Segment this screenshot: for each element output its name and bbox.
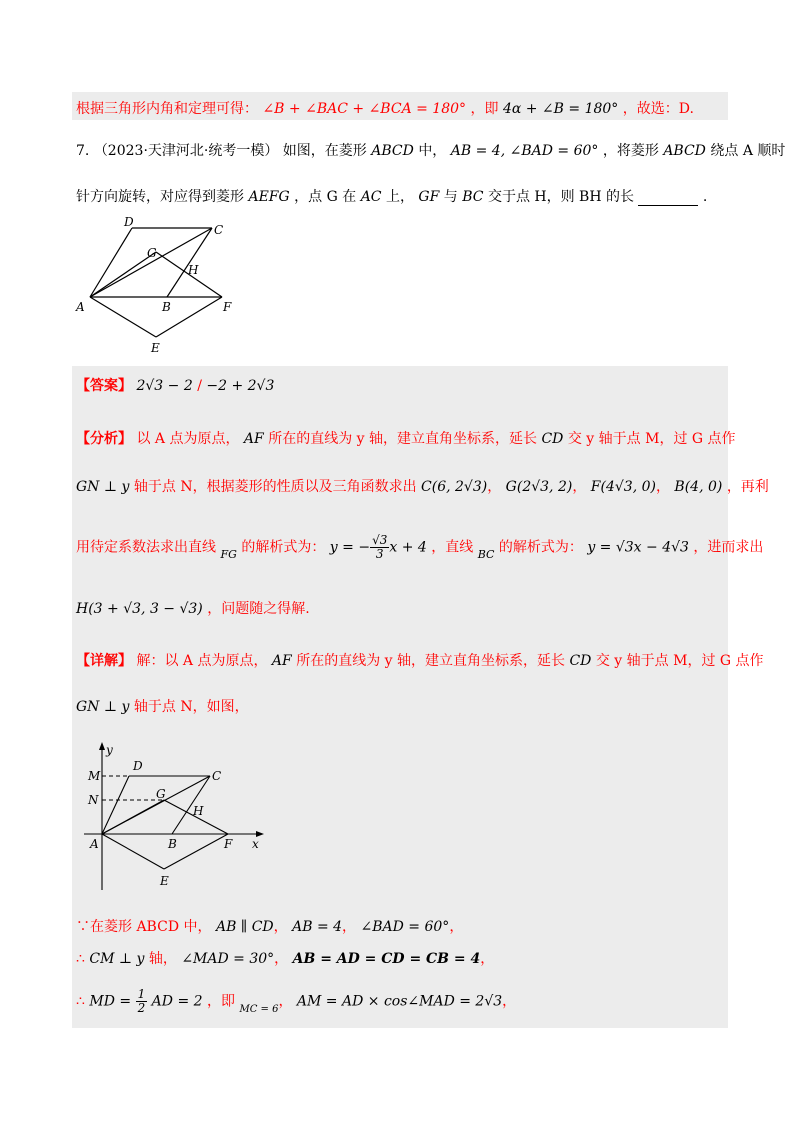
analysis-l2-gn: GN ⊥ y [76,479,130,495]
detail-line-2 [76,696,249,716]
fig2-label-g: G [156,787,166,801]
question-line2-a: 针方向旋转，对应得到菱形 [76,189,244,205]
step3-am: AM = AD × cos∠MAD = 2√3 [296,993,503,1010]
detail-l1-cd: CD [569,653,592,669]
fig2-label-b: B [168,837,177,851]
fig1-label-a: A [76,300,85,314]
detail-line-1 [76,650,764,670]
question-line-2 [76,186,707,206]
step1-a: ∵在菱形 ABCD 中， [76,919,212,935]
fig2-label-m: M [88,769,101,783]
analysis-l2-a: 轴于点 N，根据菱形的性质以及三角函数求出 [133,479,417,495]
step2-equal-sides: AB = AD = CD = CB = 4 [292,951,481,967]
step2-c: 轴， [148,951,177,967]
step-line-2: ∴ CM ⊥ y 轴， ∠MAD = 30°， AB = AD = CD = CB = 4， [76,951,495,967]
question-source: （2023·天津河北·统考一模） [93,143,279,159]
fig2-label-e: E [160,874,169,888]
fig2-label-x: x [252,837,259,851]
analysis-eq1-num: √3 [372,533,388,547]
analysis-l1-c: 交 y 轴于点 M，过 G 点作 [567,431,736,447]
fig2-label-y: y [106,743,113,757]
question-ac: AC [360,189,382,205]
analysis-eq1-post: x + 4 [389,539,427,556]
answer-value-a: 2√3 − 2 [136,378,193,394]
rhombus-figure-1 [70,212,240,357]
step1-angle: ∠BAD = 60° [360,919,450,935]
question-line2-c: 上， [385,189,414,205]
top-text-b: ，即 [470,101,499,117]
analysis-point-f: F(4√3, 0) [590,479,656,495]
step1-parallel: AB ∥ CD [215,919,274,935]
step2-perp: CM ⊥ y [89,951,145,967]
step-line-1: ∵在菱形 ABCD 中， AB ∥ CD， AB = 4， ∠BAD = 60°， [76,919,464,935]
y-axis-arrow-icon [99,742,105,750]
fig1-label-e: E [151,341,160,355]
analysis-l3-fg: FG [220,547,237,561]
fig1-label-b: B [162,300,171,314]
question-condition: AB = 4, ∠BAD = 60° [450,143,599,159]
analysis-l3-c: ，直线 [431,539,474,556]
question-line2-f: . [702,189,708,205]
analysis-line-3 [76,534,763,561]
step-line-3: ∴ MD = $\frac{1}{2}$ AD = 2 ，即 $_{MC = 6}$， AM = AD × cos∠MAD = 2√3， [76,987,517,1015]
top-expr-b: 4α + ∠B = 180° [502,101,619,117]
analysis-l1-cd: CD [541,431,564,447]
step2-therefore: ∴ [76,951,85,967]
analysis-eq1-fraction [370,534,389,561]
step3-mc: MC = 6 [239,1003,279,1015]
detail-l1-c: 交 y 轴于点 M，过 G 点作 [595,653,764,669]
step3-md: MD = [89,993,132,1010]
top-conclusion-line [76,98,694,118]
detail-l2-a: 轴于点 N，如图， [133,699,249,715]
question-bc: BC [462,189,484,205]
analysis-eq1-pre: y = − [329,539,371,556]
fig2-label-f: F [224,837,233,851]
answer-line [76,375,274,395]
analysis-label: 【分析】 [76,431,132,447]
analysis-line-2: GN ⊥ y 轴于点 N，根据菱形的性质以及三角函数求出 C(6, 2√3)， G(2√3, 2)， F(4√3, 0)， B(4, 0) ，再利 [76,479,769,495]
fig1-label-h: H [188,263,199,277]
step3-fraction [136,988,148,1015]
analysis-l1-b: 所在的直线为 y 轴，建立直角坐标系，延长 [268,431,538,447]
step3-ad: AD = 2 [151,993,203,1010]
analysis-l3-bc: BC [477,547,495,561]
question-line2-b: ，点 G 在 [294,189,357,205]
analysis-point-g: G(2√3, 2) [505,479,573,495]
detail-l1-b: 所在的直线为 y 轴，建立直角坐标系，延长 [296,653,566,669]
question-text-4: 绕点 A 顺时 [710,143,786,159]
top-text-c: ，故选：D. [622,101,694,117]
analysis-line-1 [76,428,736,448]
analysis-l3-d: 的解析式为： [498,539,583,556]
answer-separator: / [197,378,202,394]
top-text-a: 根据三角形内角和定理可得： [76,101,258,117]
question-line2-e: 交于点 H，则 BH 的长 [487,189,635,205]
analysis-point-h: H(3 + √3, 3 − √3) [76,601,203,617]
detail-l1-a: 解：以 A 点为原点， [136,653,268,669]
question-gf: GF [418,189,440,205]
question-abcd-1: ABCD [371,143,414,159]
question-aefg: AEFG [248,189,290,205]
fig1-label-d: D [124,215,134,229]
top-expr-a: ∠B + ∠BAC + ∠BCA = 180° [262,101,467,117]
analysis-l4-a: ，问题随之得解. [207,601,310,617]
question-abcd-2: ABCD [663,143,706,159]
analysis-l1-af: AF [243,431,264,447]
fig1-label-f: F [223,300,232,314]
fig2-label-h: H [193,804,204,818]
step3-therefore: ∴ [76,993,85,1010]
question-text-3: ，将菱形 [602,143,659,159]
detail-label: 【详解】 [76,653,132,669]
step3-d: ，即 [207,993,235,1010]
analysis-l1-a: 以 A 点为原点， [136,431,240,447]
coordinate-figure-2 [84,742,270,894]
question-text-1: 如图，在菱形 [282,143,367,159]
detail-l1-af: AF [271,653,292,669]
answer-blank [638,191,698,206]
answer-label: 【答案】 [76,378,132,394]
question-line-1 [76,140,785,160]
analysis-eq2: y = √3x − 4√3 [587,539,689,556]
step2-angle: ∠MAD = 30° [181,951,275,967]
fig1-label-g: G [147,246,157,260]
analysis-eq1-den: 3 [375,547,384,561]
question-text-2: 中， [418,143,447,159]
fig1-label-c: C [214,223,224,237]
detail-l2-gn: GN ⊥ y [76,699,130,715]
step1-ab: AB = 4 [292,919,343,935]
step3-num: 1 [137,987,146,1001]
step3-den: 2 [137,1001,146,1015]
analysis-point-b: B(4, 0) [674,479,723,495]
fig2-label-c: C [212,769,222,783]
answer-value-b: −2 + 2√3 [206,378,275,394]
analysis-point-c: C(6, 2√3) [421,479,488,495]
question-number: 7. [76,143,90,159]
question-line2-d: 与 [443,189,458,205]
analysis-l3-b: 的解析式为： [241,539,326,556]
analysis-l3-a: 用待定系数法求出直线 [76,539,216,556]
analysis-line-4 [76,598,310,618]
analysis-l3-e: ，进而求出 [693,539,764,556]
fig2-label-d: D [133,759,143,773]
analysis-l2-end: ，再利 [726,479,769,495]
fig2-label-a: A [90,837,99,851]
fig2-label-n: N [88,793,99,807]
